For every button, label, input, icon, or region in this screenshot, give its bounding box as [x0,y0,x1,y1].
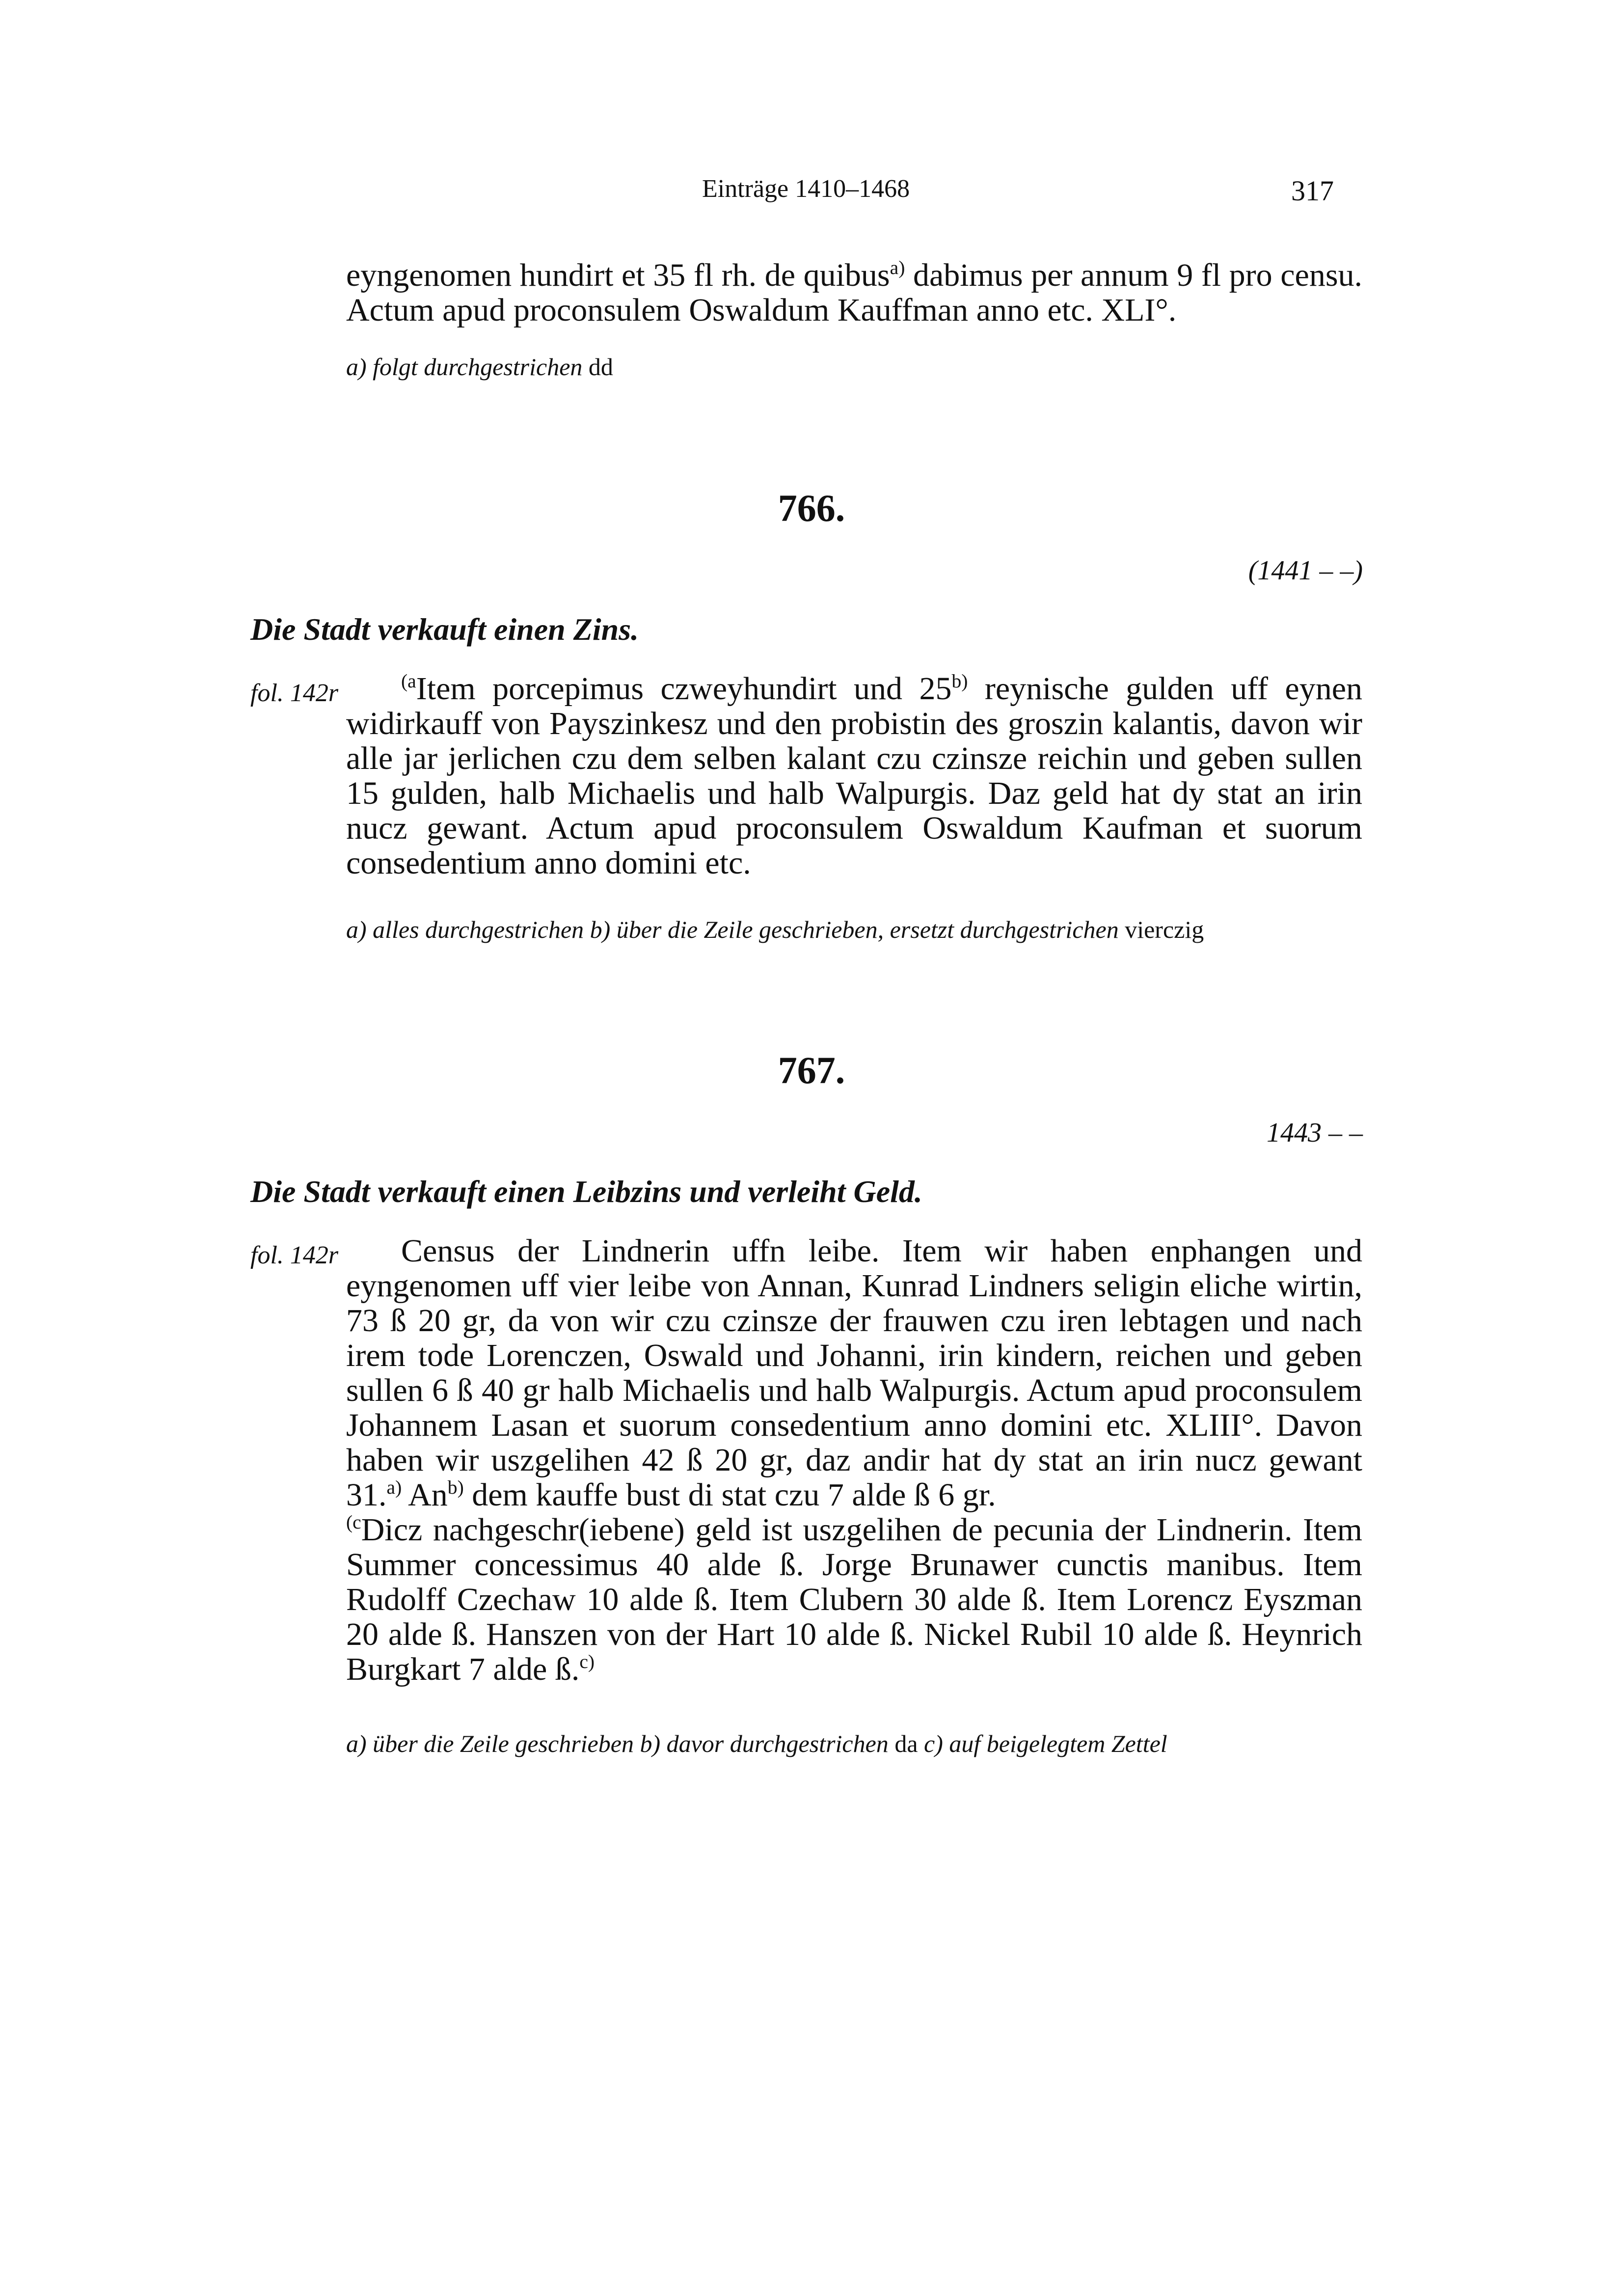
entry-footnote-767 [346,1729,1362,1758]
footnote-text-roman: da [888,1730,924,1757]
entry-text-767-part1: Census der Lindnerin uffn leibe. Item wir haben enphangen und eyngenomen uff vier leibe von Annan, Kunrad Lindners seligin eliche wirtin, 73 ß 20 gr, da von wir czu czinsze der frauwen czu iren lebtagen und nach irem tode Lorenczen, Oswald und Johanni, irin kindern, reichen und geben sullen 6 ß 40 gr halb Michaelis und halb Walpurgis. Actum apud proconsulem Johannem Lasan et suorum consedentium anno domini etc. XLIII°. Davon haben wir uszgelihen 42 ß 20 gr, daz andir hat dy stat an irin nucz gewant 31. [346,1233,1362,1513]
continuation-footnote [346,353,1362,381]
footnote-marker: (c [346,1511,361,1533]
continuation-text-2: dabimus per annum 9 fl pro censu. Actum apud proconsulem Oswaldum Kauffman anno etc. XLI°. [346,257,1362,328]
entry-heading-767: Die Stadt verkauft einen Leibzins und verleiht Geld. [250,1174,922,1209]
continuation-text-1: eyngenomen hundirt et 35 fl rh. de quibus [346,257,890,293]
footnote-text-roman: dd [582,353,613,381]
footnote-text: c) auf beigelegtem Zettel [924,1730,1167,1757]
footnote-marker: a) [890,257,905,279]
entry-text-766-part2: reynische gulden uff eynen widirkauff von Payszinkesz und den probistin des groszin kalantis, davon wir alle jar jerlichen czu dem selben kalant czu czinsze reichin und geben sullen 15 gulden, halb Michaelis und halb Walpurgis. Daz geld hat dy stat an irin nucz gewant. Actum apud proconsulem Oswaldum Kaufman et suorum consedentium anno domini etc. [346,671,1362,881]
entry-text-766 [346,671,1362,880]
entry-text-766-part1: Item porcepimus czweyhundirt und 25 [416,671,952,707]
footnote-marker: (a [401,670,416,692]
entry-date-767: 1443 – – [1267,1118,1363,1148]
running-head-title: Einträge 1410–1468 [702,175,910,203]
entry-text-767-part4: Dicz nachgeschr(iebene) geld ist uszgelihen de pecunia der Lindnerin. Item Summer concessimus 40 alde ß. Jorge Brunawer cunctis manibus. Item Rudolff Czechaw 10 alde ß. Item Clubern 30 alde ß. Item Lorencz Eyszman 20 alde ß. Hanszen von der Hart 10 alde ß. Nickel Rubil 10 alde ß. Heynrich Burgkart 7 alde ß. [346,1512,1362,1687]
footnote-text: a) folgt durchgestrichen [346,353,583,381]
footnote-marker: b) [951,670,968,692]
entry-text-767 [346,1233,1362,1687]
entry-footnote-766 [346,915,1362,944]
footnote-marker: a) [386,1476,402,1499]
entry-number-767: 767. [778,1049,845,1092]
footnote-marker: c) [579,1651,595,1673]
continuation-paragraph [346,258,1362,328]
entry-text-767-part2: An [402,1477,448,1513]
entry-number-766: 766. [778,487,845,529]
footnote-marker: b) [447,1476,464,1499]
footnote-text: a) alles durchgestrichen b) über die Zeile geschrieben, ersetzt durchgestrichen [346,916,1119,943]
footnote-text: a) über die Zeile geschrieben b) davor durchgestrichen [346,1730,889,1757]
entry-date-766: (1441 – –) [1248,555,1363,586]
entry-heading-766: Die Stadt verkauft einen Zins. [250,612,639,647]
entry-text-767-part3: dem kauffe bust di stat czu 7 alde ß 6 gr. [463,1477,996,1513]
folio-766: fol. 142r [250,679,339,707]
page-number: 317 [1291,175,1334,207]
folio-767: fol. 142r [250,1241,339,1269]
footnote-text-roman: vierczig [1118,916,1204,943]
